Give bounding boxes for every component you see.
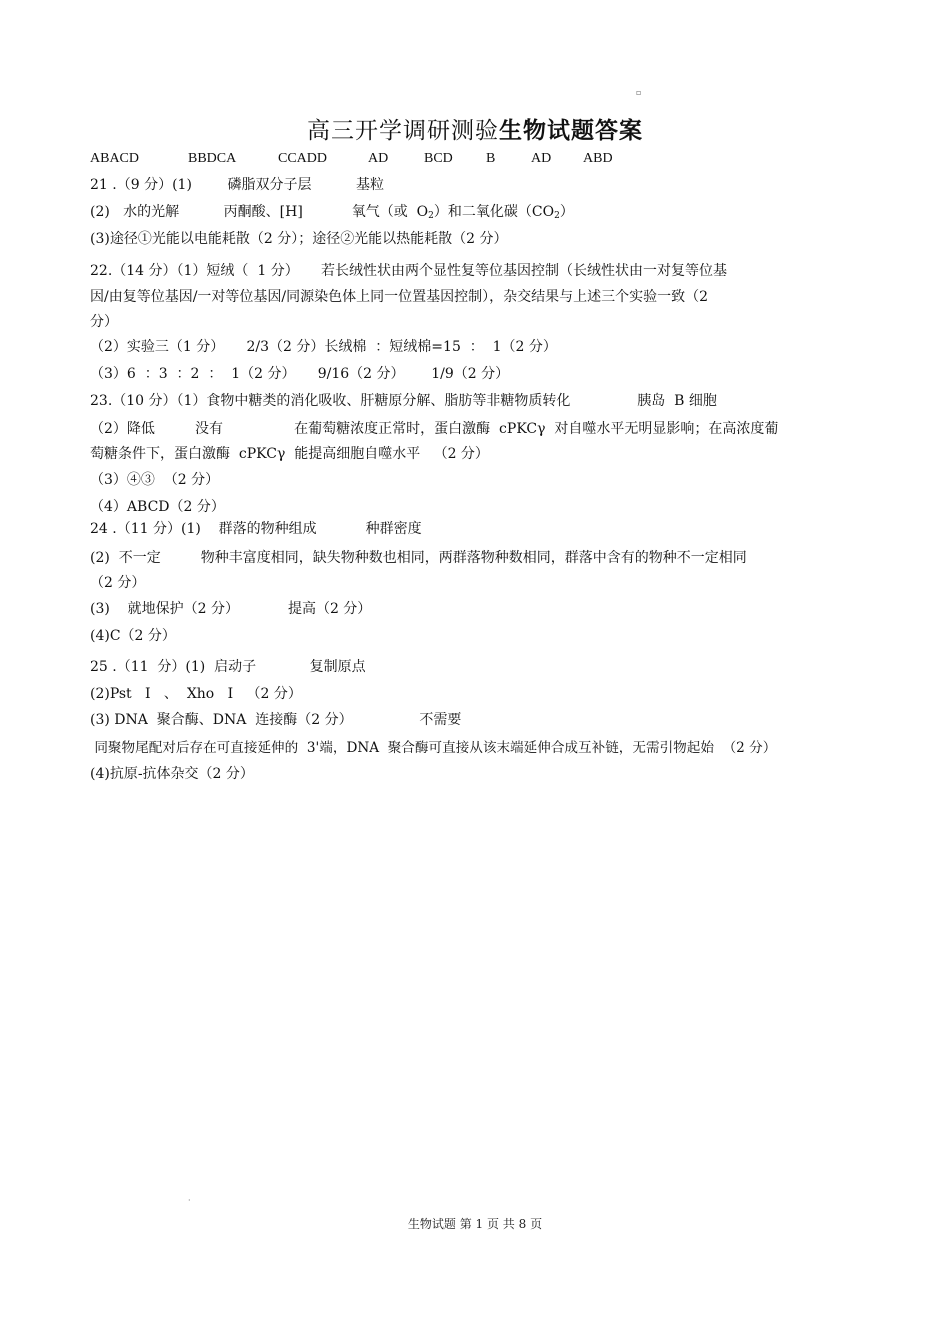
q21-line-2-end: ） xyxy=(559,204,574,220)
q21-line-2-text: (2) 水的光解 丙酮酸、[H] 氧气（或 O xyxy=(90,204,429,220)
q21-subscript: 2 xyxy=(428,211,434,221)
q25-line-3: (3) DNA 聚合酶、DNA 连接酶（2 分） 不需要 xyxy=(90,712,462,728)
q22-line-3: 分） xyxy=(90,314,118,330)
choice-answer: BCD xyxy=(424,151,453,166)
choice-answer: BBDCA xyxy=(188,151,237,166)
page-footer: 生物试题 第 1 页 共 8 页 xyxy=(407,1217,543,1231)
title-normal: 高三开学调研测验 xyxy=(307,118,499,144)
choice-answer: B xyxy=(486,151,496,166)
choice-answer: CCADD xyxy=(278,151,328,166)
q22-line-5: （3）6 ：3 ：2 ： 1（2 分） 9/16（2 分） 1/9（2 分） xyxy=(90,366,510,382)
choice-answer: ABACD xyxy=(90,151,140,166)
choice-answer: ABD xyxy=(583,151,613,166)
q21-line-3: (3)途径①光能以电能耗散（2 分）；途径②光能以热能耗散（2 分） xyxy=(90,231,508,247)
q23-line-1: 23.（10 分）（1）食物中糖类的消化吸收、肝糖原分解、脂肪等非糖物质转化 胰岛 B 细胞 xyxy=(90,393,717,409)
title-bold: 生物试题答案 xyxy=(499,118,643,144)
choice-answers-row xyxy=(90,150,613,168)
q22-line-2: 因/由复等位基因/一对等位基因/同源染色体上同一位置基因控制），杂交结果与上述三个实验一致（2 xyxy=(90,289,709,305)
q25-line-1: 25 .（11 分）(1) 启动子 复制原点 xyxy=(90,659,366,675)
q21-subscript-2: 2 xyxy=(554,211,560,221)
q23-line-4: （3）④③ （2 分） xyxy=(90,472,220,488)
q24-line-2: (2) 不一定 物种丰富度相同，缺失物种数也相同，两群落物种数相同，群落中含有的物种不一定相同 xyxy=(90,550,747,566)
q23-line-2: （2）降低 没有 在葡萄糖浓度正常时，蛋白激酶 cPKCγ 对自噬水平无明显影响；在高浓度葡 xyxy=(90,421,779,437)
bottom-mark: · xyxy=(188,1196,191,1205)
q21-line-2 xyxy=(90,203,574,225)
page-title xyxy=(0,116,950,146)
q24-line-5: (4)C（2 分） xyxy=(90,628,176,644)
q25-line-5: (4)抗原-抗体杂交（2 分） xyxy=(90,766,254,782)
q25-line-4: 同聚物尾配对后存在可直接延伸的 3'端，DNA 聚合酶可直接从该末端延伸合成互补链，无需引物起始 （2 分） xyxy=(90,740,777,756)
q23-line-3: 萄糖条件下，蛋白激酶 cPKCγ 能提高细胞自噬水平 （2 分） xyxy=(90,446,489,462)
q25-line-2: (2)Pst Ⅰ 、 Xho Ⅰ （2 分） xyxy=(90,686,302,702)
q21-line-2-tail: ）和二氧化碳（CO xyxy=(433,204,555,220)
q21-line-1: 21 .（9 分）(1) 磷脂双分子层 基粒 xyxy=(90,177,385,193)
q22-line-4: （2）实验三（1 分） 2/3（2 分）长绒棉 ：短绒棉=15 ： 1（2 分） xyxy=(90,339,557,355)
choice-answer: AD xyxy=(368,151,389,166)
q22-line-1: 22.（14 分）（1）短绒（ 1 分） 若长绒性状由两个显性复等位基因控制（长绒性状由一对复等位基 xyxy=(90,263,727,279)
q24-line-1: 24 .（11 分）(1) 群落的物种组成 种群密度 xyxy=(90,521,422,537)
q24-line-3: （2 分） xyxy=(90,575,146,591)
q24-line-4: (3) 就地保护（2 分） 提高（2 分） xyxy=(90,601,372,617)
choice-answer: AD xyxy=(531,151,552,166)
top-mark: ▫ xyxy=(636,88,642,97)
q23-line-5: （4）ABCD（2 分） xyxy=(90,499,225,515)
